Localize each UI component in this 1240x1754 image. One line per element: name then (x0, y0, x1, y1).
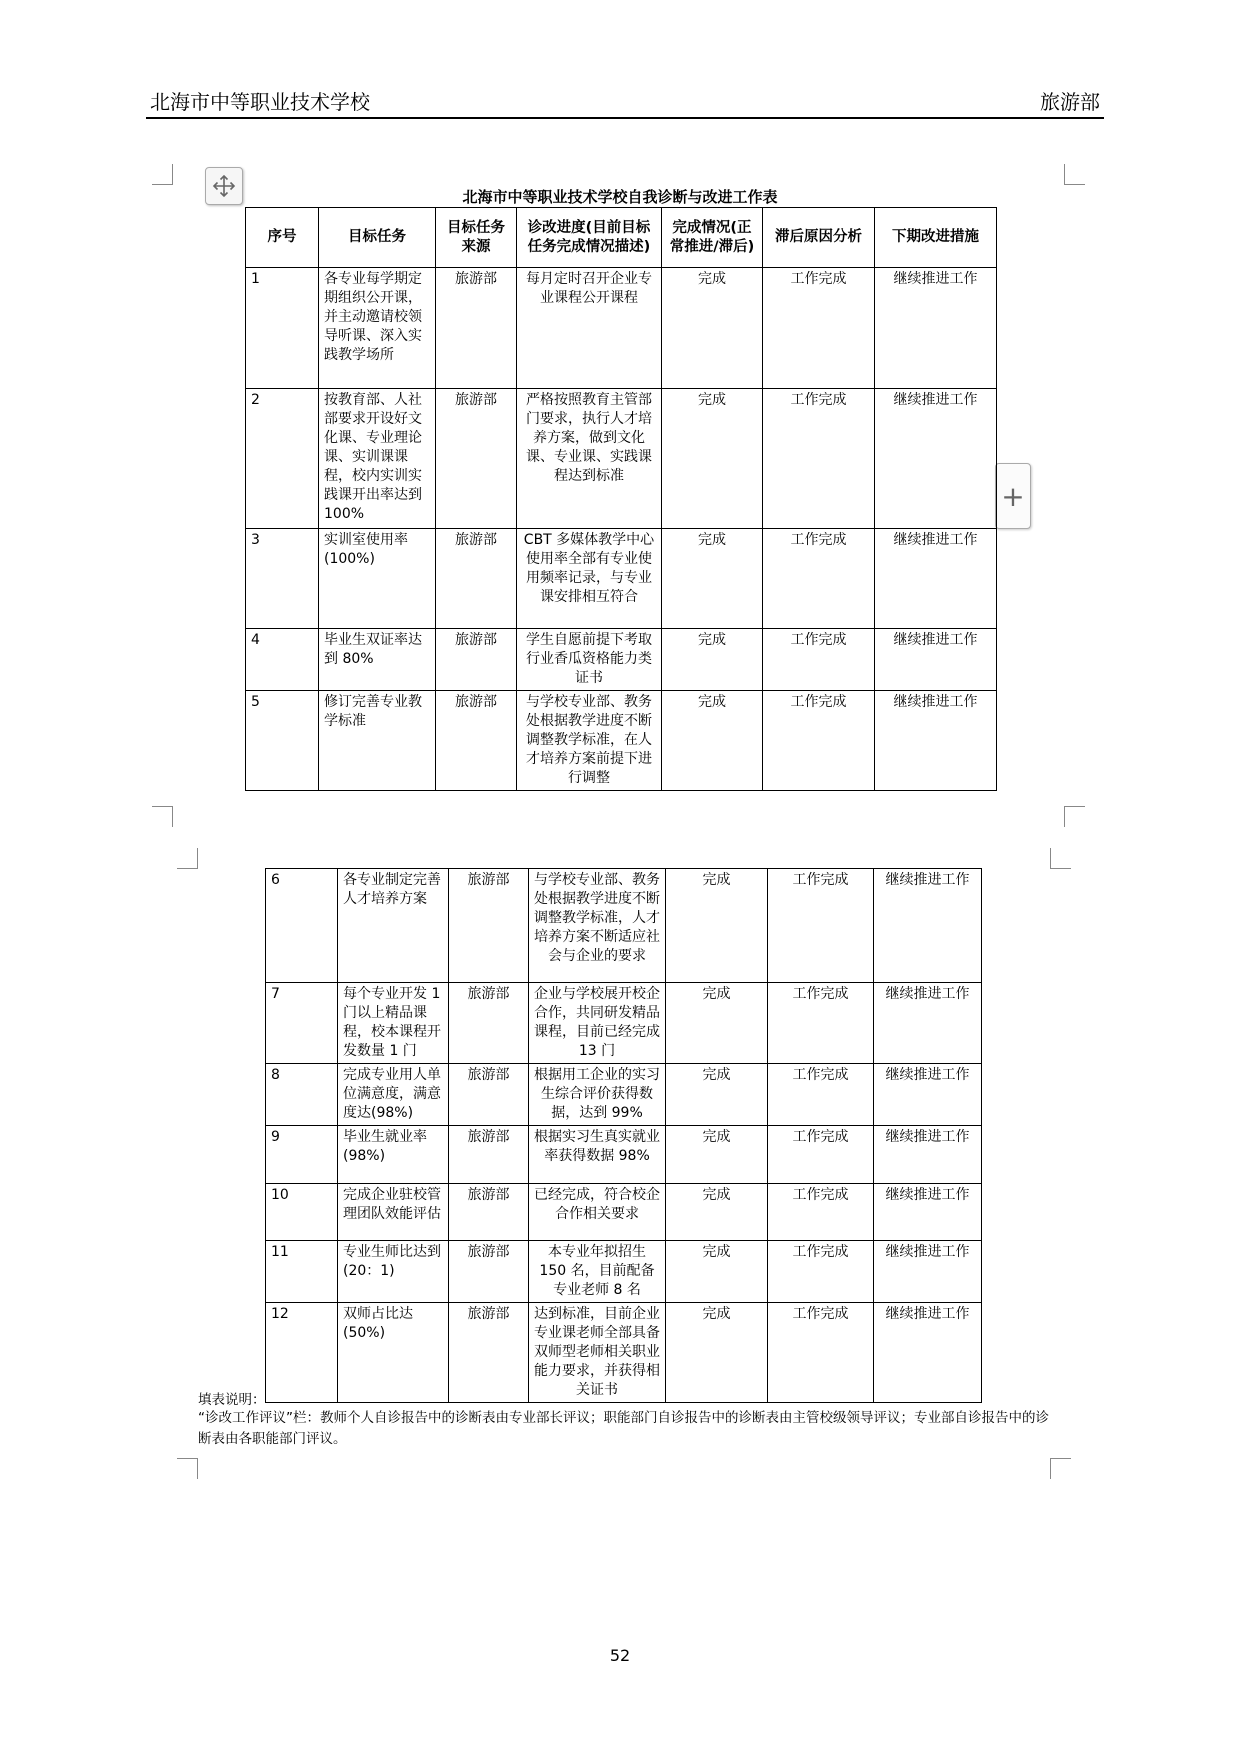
cell-measure: 继续推进工作 (875, 389, 997, 529)
crop-mark (177, 1458, 198, 1479)
table-row (246, 629, 997, 691)
cell-reason: 工作完成 (763, 268, 875, 389)
cell-no: 7 (266, 983, 338, 1064)
cell-status: 完成 (662, 268, 763, 389)
cell-status: 完成 (662, 691, 763, 791)
table-move-handle[interactable] (205, 167, 243, 205)
cell-no: 5 (246, 691, 319, 791)
cell-no: 6 (266, 869, 338, 983)
column-header: 诊改进度(目前目标任务完成情况描述) (517, 208, 662, 268)
table-row (246, 389, 997, 529)
crop-mark (1064, 806, 1085, 827)
cell-status: 完成 (666, 1303, 768, 1403)
cell-source: 旅游部 (436, 389, 517, 529)
cell-measure: 继续推进工作 (875, 529, 997, 629)
cell-no: 8 (266, 1064, 338, 1126)
cell-progress: 已经完成，符合校企合作相关要求 (529, 1184, 666, 1241)
column-header: 目标任务来源 (436, 208, 517, 268)
cell-task: 各专业制定完善人才培养方案 (338, 869, 449, 983)
add-row-button[interactable] (995, 463, 1031, 529)
cell-task: 修订完善专业教学标准 (319, 691, 436, 791)
table-row (266, 1064, 982, 1126)
cell-measure: 继续推进工作 (874, 1184, 982, 1241)
cell-measure: 继续推进工作 (874, 1064, 982, 1126)
cell-measure: 继续推进工作 (874, 1126, 982, 1184)
cell-task: 专业生师比达到(20：1) (338, 1241, 449, 1303)
move-arrows-icon (211, 173, 237, 199)
cell-task: 毕业生就业率(98%) (338, 1126, 449, 1184)
crop-mark (152, 164, 173, 185)
cell-reason: 工作完成 (763, 629, 875, 691)
table-row (266, 1126, 982, 1184)
cell-reason: 工作完成 (768, 869, 874, 983)
header-school: 北海市中等职业技术学校 (150, 90, 370, 114)
cell-status: 完成 (662, 529, 763, 629)
cell-progress: 与学校专业部、教务处根据教学进度不断调整教学标准，在人才培养方案前提下进行调整 (517, 691, 662, 791)
cell-progress: 与学校专业部、教务处根据教学进度不断调整教学标准，人才培养方案不断适应社会与企业的要求 (529, 869, 666, 983)
cell-reason: 工作完成 (768, 1303, 874, 1403)
cell-status: 完成 (666, 1241, 768, 1303)
cell-task: 每个专业开发 1 门以上精品课程，校本课程开发数量 1 门 (338, 983, 449, 1064)
notes-title: 填表说明： (198, 1392, 266, 1408)
cell-measure: 继续推进工作 (874, 983, 982, 1064)
column-header: 序号 (246, 208, 319, 268)
table-row (266, 869, 982, 983)
cell-no: 9 (266, 1126, 338, 1184)
header-rule (146, 117, 1104, 119)
cell-progress: 本专业年拟招生 150 名，目前配备专业老师 8 名 (529, 1241, 666, 1303)
cell-progress: 每月定时召开企业专业课程公开课程 (517, 268, 662, 389)
cell-reason: 工作完成 (768, 1126, 874, 1184)
cell-status: 完成 (662, 629, 763, 691)
cell-source: 旅游部 (436, 529, 517, 629)
table-row (246, 529, 997, 629)
cell-no: 4 (246, 629, 319, 691)
cell-measure: 继续推进工作 (874, 1303, 982, 1403)
table-row (246, 268, 997, 389)
cell-task: 按教育部、人社部要求开设好文化课、专业理论课、实训课课程，校内实训实践课开出率达到 100% (319, 389, 436, 529)
diagnosis-table-part2 (265, 868, 982, 1403)
cell-status: 完成 (666, 1184, 768, 1241)
table-row (266, 1184, 982, 1241)
cell-progress: CBT 多媒体教学中心使用率全部有专业使用频率记录，与专业课安排相互符合 (517, 529, 662, 629)
header-department: 旅游部 (1040, 90, 1100, 114)
cell-task: 各专业每学期定期组织公开课，并主动邀请校领导听课、深入实践教学场所 (319, 268, 436, 389)
table-header-row (246, 208, 997, 268)
cell-source: 旅游部 (449, 983, 529, 1064)
cell-no: 1 (246, 268, 319, 389)
cell-measure: 继续推进工作 (875, 691, 997, 791)
cell-source: 旅游部 (449, 1241, 529, 1303)
page-number: 52 (609, 1646, 631, 1665)
cell-task: 实训室使用率(100%) (319, 529, 436, 629)
cell-source: 旅游部 (449, 1303, 529, 1403)
cell-source: 旅游部 (449, 869, 529, 983)
crop-mark (152, 806, 173, 827)
crop-mark (1050, 1458, 1071, 1479)
plus-icon: + (1001, 479, 1025, 513)
cell-measure: 继续推进工作 (874, 1241, 982, 1303)
cell-reason: 工作完成 (763, 529, 875, 629)
cell-source: 旅游部 (449, 1184, 529, 1241)
crop-mark (177, 848, 198, 869)
cell-reason: 工作完成 (768, 1241, 874, 1303)
cell-reason: 工作完成 (763, 389, 875, 529)
cell-progress: 达到标准，目前企业专业课老师全部具备双师型老师相关职业能力要求，并获得相关证书 (529, 1303, 666, 1403)
cell-status: 完成 (666, 869, 768, 983)
crop-mark (1064, 164, 1085, 185)
cell-no: 11 (266, 1241, 338, 1303)
cell-measure: 继续推进工作 (875, 629, 997, 691)
cell-status: 完成 (666, 983, 768, 1064)
cell-status: 完成 (666, 1064, 768, 1126)
cell-task: 毕业生双证率达到 80% (319, 629, 436, 691)
cell-progress: 根据用工企业的实习生综合评价获得数据，达到 99% (529, 1064, 666, 1126)
cell-task: 完成企业驻校管理团队效能评估 (338, 1184, 449, 1241)
table-row (266, 1241, 982, 1303)
cell-reason: 工作完成 (763, 691, 875, 791)
column-header: 完成情况(正常推进/滞后) (662, 208, 763, 268)
cell-progress: 严格按照教育主管部门要求，执行人才培养方案，做到文化课、专业课、实践课程达到标准 (517, 389, 662, 529)
cell-status: 完成 (662, 389, 763, 529)
table-row (266, 983, 982, 1064)
notes-body: “诊改工作评议”栏：教师个人自诊报告中的诊断表由专业部长评议；职能部门自诊报告中的诊断表由主管校级领导评议；专业部自诊报告中的诊断表由各职能部门评议。 (198, 1410, 1049, 1447)
cell-task: 完成专业用人单位满意度，满意度达(98%) (338, 1064, 449, 1126)
table-row (266, 1303, 982, 1403)
table-title: 北海市中等职业技术学校自我诊断与改进工作表 (462, 188, 778, 206)
cell-reason: 工作完成 (768, 1184, 874, 1241)
cell-measure: 继续推进工作 (875, 268, 997, 389)
diagnosis-table-part1 (245, 207, 997, 791)
cell-no: 12 (266, 1303, 338, 1403)
crop-mark (1050, 848, 1071, 869)
cell-source: 旅游部 (436, 691, 517, 791)
cell-measure: 继续推进工作 (874, 869, 982, 983)
cell-progress: 企业与学校展开校企合作，共同研发精品课程，目前已经完成 13 门 (529, 983, 666, 1064)
cell-source: 旅游部 (436, 629, 517, 691)
column-header: 目标任务 (319, 208, 436, 268)
cell-no: 3 (246, 529, 319, 629)
cell-task: 双师占比达(50%) (338, 1303, 449, 1403)
cell-progress: 根据实习生真实就业率获得数据 98% (529, 1126, 666, 1184)
cell-no: 10 (266, 1184, 338, 1241)
cell-reason: 工作完成 (768, 983, 874, 1064)
cell-source: 旅游部 (436, 268, 517, 389)
cell-status: 完成 (666, 1126, 768, 1184)
cell-reason: 工作完成 (768, 1064, 874, 1126)
cell-progress: 学生自愿前提下考取行业香瓜资格能力类证书 (517, 629, 662, 691)
cell-source: 旅游部 (449, 1126, 529, 1184)
column-header: 滞后原因分析 (763, 208, 875, 268)
table-row (246, 691, 997, 791)
column-header: 下期改进措施 (875, 208, 997, 268)
cell-no: 2 (246, 389, 319, 529)
cell-source: 旅游部 (449, 1064, 529, 1126)
